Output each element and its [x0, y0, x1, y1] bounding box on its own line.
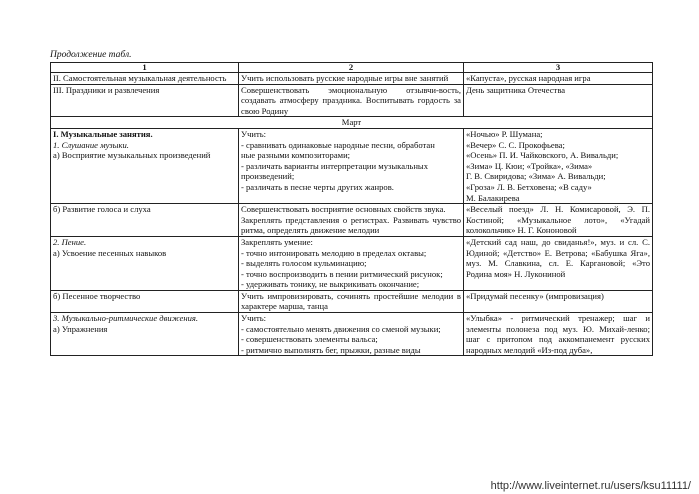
subsection-title: 1. Слушание музыки. — [53, 139, 129, 150]
section-cell — [51, 236, 239, 290]
goals-cell: Совершенствовать эмоциональную отзывчи-вость, создавать атмосферу праздника. Воспитывать гордость за свою Родину — [239, 84, 464, 117]
column-header-3: 3 — [464, 63, 653, 73]
goals-cell — [239, 204, 464, 237]
goal-line: Закреплять умение: — [241, 236, 313, 247]
goal-line: Закреплять представления о регистрах. Развивать чувство ритма, определять движение мелодии — [241, 214, 461, 236]
table-caption: Продолжение табл. — [50, 50, 132, 60]
goals-cell: Учить импровизировать, сочинять простейшие мелодии в характере марша, танца — [239, 290, 464, 312]
repertoire-line: «Гроза» Л. В. Бетховена; «В саду» — [466, 181, 592, 192]
subsection-text: а) Усвоение песенных навыков — [53, 247, 167, 258]
repertoire-line: Г. В. Свиридова; «Зима» А. Вивальди; — [466, 171, 606, 182]
goal-line: Учить: — [241, 313, 267, 324]
table-header-row — [51, 63, 653, 73]
table-row — [51, 128, 653, 203]
month-row — [51, 117, 653, 129]
repertoire-cell: «Придумай песенку» (импровизация) — [464, 290, 653, 312]
goal-line: - сравнивать одинаковые народные песни, обработан — [241, 139, 435, 150]
subsection-text: а) Восприятие музыкальных произведений — [53, 150, 211, 161]
goal-line: ные разными композиторами; — [241, 150, 351, 161]
repertoire-cell — [464, 128, 653, 203]
goal-line: - ритмично выполнять бег, прыжки, разные виды — [241, 344, 421, 355]
repertoire-cell: День защитника Отечества — [464, 84, 653, 117]
section-cell: б) Развитие голоса и слуха — [51, 204, 239, 237]
goals-cell — [239, 313, 464, 356]
repertoire-line: «Вечер» С. С. Прокофьева; — [466, 139, 565, 150]
goals-cell — [239, 236, 464, 290]
repertoire-line: «Зима» Ц. Кюи; «Тройка», «Зима» — [466, 160, 593, 171]
goal-line: Совершенствовать восприятие основных свойств звука. — [241, 204, 446, 215]
table-row — [51, 290, 653, 312]
repertoire-cell: «Улыбка» - ритмический тренажер; шаг и элементы полонеза под муз. Ю. Михай-ленко; шаг с притопом под аккомпанемент русских народных мелодий «Из-под дуба», — [464, 313, 653, 356]
table-row — [51, 84, 653, 117]
column-header-1: 1 — [51, 63, 239, 73]
section-cell — [51, 313, 239, 356]
watermark-url: http://www.liveinternet.ru/users/ksu11111/ — [490, 480, 691, 492]
repertoire-line: «Осень» П. И. Чайковского, А. Вивальди; — [466, 150, 619, 161]
section-cell: II. Самостоятельная музыкальная деятельность — [51, 73, 239, 85]
repertoire-cell: «Веселый поезд» Л. Н. Комисаровой, Э. П. Костиной; «Музыкальное лото», «Угадай колокольчик» Н. Г. Кононовой — [464, 204, 653, 237]
goal-line: - удерживать тонику, не выкрикивать окончание; — [241, 279, 420, 290]
section-cell: б) Песенное творчество — [51, 290, 239, 312]
month-heading: Март — [51, 117, 653, 129]
section-cell — [51, 128, 239, 203]
repertoire-cell: «Детский сад наш, до свиданья!», муз. и сл. С. Юдиной; «Детство» Е. Ветрова; «Бабушка Яга», муз. М. Славкина, сл. Е. Каргановой; «Это Родина моя» Н. Лукониной — [464, 236, 653, 290]
goal-line: - точно воспроизводить в пении ритмический рисунок; — [241, 268, 443, 279]
table-row — [51, 313, 653, 356]
subsection-title: 2. Пение. — [53, 236, 87, 247]
repertoire-line: «Ночью» Р. Шумана; — [466, 128, 543, 139]
section-cell: III. Праздники и развлечения — [51, 84, 239, 117]
goals-cell — [239, 128, 464, 203]
goal-line: - самостоятельно менять движения со сменой музыки; — [241, 323, 441, 334]
goal-line: - совершенствовать элементы вальса; — [241, 334, 378, 345]
program-table — [50, 62, 653, 356]
subsection-title: 3. Музыкально-ритмические движения. — [53, 313, 199, 324]
column-header-2: 2 — [239, 63, 464, 73]
repertoire-cell: «Капуста», русская народная игра — [464, 73, 653, 85]
goal-line: - выделять голосом кульминацию; — [241, 258, 367, 269]
section-title: I. Музыкальные занятия. — [53, 128, 153, 139]
repertoire-line: М. Балакирева — [466, 192, 520, 203]
table-row — [51, 204, 653, 237]
subsection-text: а) Упражнения — [53, 323, 108, 334]
goal-line: Учить: — [241, 128, 267, 139]
goals-cell: Учить использовать русские народные игры вне занятий — [239, 73, 464, 85]
goal-line: - точно интонировать мелодию в пределах октавы; — [241, 247, 427, 258]
goal-line: - различать в песне черты других жанров. — [241, 181, 394, 192]
table-row — [51, 236, 653, 290]
table-row — [51, 73, 653, 85]
goal-line: произведений; — [241, 171, 295, 182]
goal-line: - различать варианты интерпретации музыкальных — [241, 160, 428, 171]
